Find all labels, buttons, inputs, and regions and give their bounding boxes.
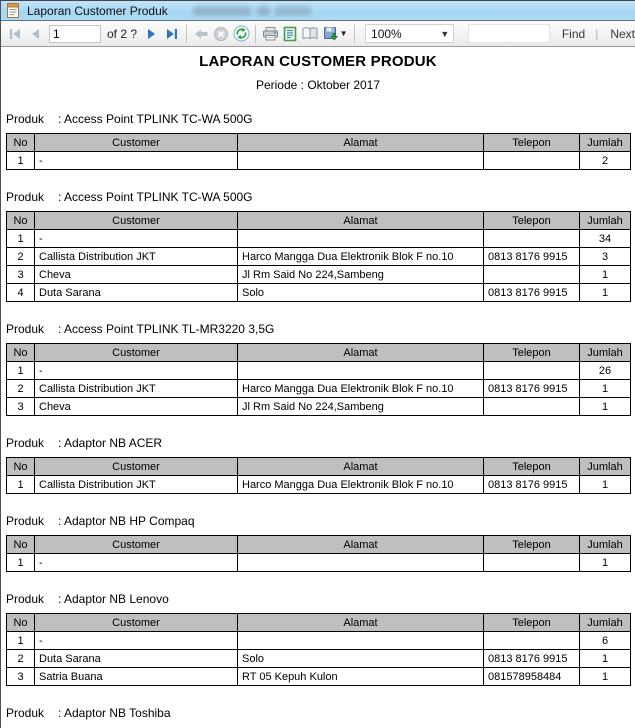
produk-label: Produk	[6, 514, 45, 528]
last-page-icon	[165, 27, 179, 41]
first-page-icon	[8, 27, 22, 41]
table-cell	[484, 230, 580, 248]
table-cell	[484, 152, 580, 170]
window-title: Laporan Customer Produk	[27, 3, 168, 18]
column-header: Customer	[35, 458, 238, 476]
customer-table	[6, 343, 631, 416]
column-header: No	[7, 134, 35, 152]
customer-table	[6, 457, 631, 494]
previous-page-icon	[28, 27, 42, 41]
table-cell: Satria Buana	[35, 668, 238, 686]
table-row	[7, 152, 631, 170]
find-text-input[interactable]	[468, 24, 550, 43]
column-header: Customer	[35, 344, 238, 362]
table-cell: -	[35, 152, 238, 170]
table-cell	[484, 554, 580, 572]
chevron-down-icon: ▼	[440, 28, 450, 39]
table-header-row	[7, 134, 631, 152]
refresh-icon	[233, 25, 250, 42]
page-setup-icon	[301, 26, 319, 41]
table-header-row	[7, 344, 631, 362]
table-cell: -	[35, 362, 238, 380]
titlebar	[1, 0, 635, 21]
table-row	[7, 476, 631, 494]
table-cell: 34	[580, 230, 631, 248]
report-sections	[1, 112, 635, 720]
product-section-heading	[6, 112, 635, 126]
zoom-value: 100%	[371, 26, 402, 41]
table-header-row	[7, 614, 631, 632]
table-row	[7, 554, 631, 572]
column-header: Customer	[35, 212, 238, 230]
table-cell: 3	[580, 248, 631, 266]
page-number-input[interactable]	[49, 25, 101, 43]
table-cell: 1	[7, 476, 35, 494]
product-name: : Adaptor NB Lenovo	[58, 592, 169, 606]
table-cell: Cheva	[35, 266, 238, 284]
customer-table	[6, 211, 631, 302]
table-cell: Callista Distribution JKT	[35, 380, 238, 398]
product-section	[1, 190, 635, 302]
column-header: Customer	[35, 134, 238, 152]
product-section	[1, 322, 635, 416]
table-cell: 2	[7, 248, 35, 266]
table-cell: 3	[7, 668, 35, 686]
table-header-row	[7, 212, 631, 230]
table-cell: 0813 8176 9915	[484, 380, 580, 398]
table-cell: Cheva	[35, 398, 238, 416]
product-section-heading	[6, 190, 635, 204]
print-button[interactable]	[260, 24, 280, 44]
table-cell: 1	[580, 380, 631, 398]
column-header: Alamat	[238, 212, 484, 230]
redacted-text-blur	[193, 6, 251, 16]
table-cell	[484, 266, 580, 284]
table-cell: 1	[7, 362, 35, 380]
report-title: LAPORAN CUSTOMER PRODUK	[199, 53, 437, 70]
print-icon	[262, 26, 279, 42]
table-cell	[238, 554, 484, 572]
table-cell: 1	[7, 230, 35, 248]
table-cell: 3	[7, 266, 35, 284]
column-header: Jumlah	[580, 536, 631, 554]
product-section	[1, 436, 635, 494]
table-row	[7, 380, 631, 398]
product-name: : Adaptor NB HP Compaq	[58, 514, 195, 528]
table-cell: 3	[7, 398, 35, 416]
find-next-separator: |	[595, 26, 599, 41]
find-next-button[interactable]: Next	[610, 26, 635, 41]
previous-page-button[interactable]	[25, 24, 45, 44]
product-section-heading	[6, 706, 635, 720]
table-cell: 2	[7, 650, 35, 668]
product-name: : Adaptor NB ACER	[58, 436, 163, 450]
stop-icon	[213, 26, 229, 42]
zoom-combobox[interactable]	[365, 24, 454, 43]
product-name: : Access Point TPLINK TL-MR3220 3,5G	[58, 322, 275, 336]
column-header: Jumlah	[580, 458, 631, 476]
table-cell: Jl Rm Said No 224,Sambeng	[238, 266, 484, 284]
column-header: Customer	[35, 614, 238, 632]
first-page-button[interactable]	[5, 24, 25, 44]
table-cell: Callista Distribution JKT	[35, 248, 238, 266]
column-header: Telepon	[484, 212, 580, 230]
table-cell: 0813 8176 9915	[484, 650, 580, 668]
produk-label: Produk	[6, 190, 45, 204]
report-period: Periode : Oktober 2017	[255, 78, 381, 92]
product-name: : Access Point TPLINK TC-WA 500G	[58, 190, 253, 204]
table-cell: Harco Mangga Dua Elektronik Blok F no.10	[238, 380, 484, 398]
table-cell	[238, 362, 484, 380]
page-setup-button[interactable]	[300, 24, 320, 44]
product-section	[1, 706, 635, 720]
table-cell	[484, 362, 580, 380]
product-section	[1, 592, 635, 686]
column-header: Jumlah	[580, 344, 631, 362]
table-row	[7, 668, 631, 686]
table-cell: 0813 8176 9915	[484, 248, 580, 266]
toolbar-separator	[186, 25, 187, 43]
product-section-heading	[6, 322, 635, 336]
column-header: Alamat	[238, 536, 484, 554]
table-row	[7, 230, 631, 248]
table-cell: Duta Sarana	[35, 284, 238, 302]
product-section-heading	[6, 592, 635, 606]
table-header-row	[7, 536, 631, 554]
column-header: Jumlah	[580, 212, 631, 230]
produk-label: Produk	[6, 592, 45, 606]
table-cell: Duta Sarana	[35, 650, 238, 668]
table-cell: Solo	[238, 650, 484, 668]
print-layout-icon	[282, 26, 298, 42]
product-section-heading	[6, 514, 635, 528]
table-cell: 1	[580, 668, 631, 686]
product-name: : Adaptor NB Toshiba	[58, 706, 171, 720]
column-header: Jumlah	[580, 614, 631, 632]
back-icon	[194, 27, 209, 41]
table-cell	[484, 398, 580, 416]
table-cell: 1	[580, 476, 631, 494]
table-cell: 081578958484	[484, 668, 580, 686]
page-count-label: of 2 ?	[107, 26, 138, 41]
refresh-button[interactable]	[231, 24, 251, 44]
table-row	[7, 650, 631, 668]
product-section	[1, 112, 635, 170]
table-cell: 1	[580, 554, 631, 572]
last-page-button[interactable]	[162, 24, 182, 44]
toolbar-separator	[354, 25, 355, 43]
table-cell: Jl Rm Said No 224,Sambeng	[238, 398, 484, 416]
table-cell: 1	[580, 284, 631, 302]
print-layout-button[interactable]	[280, 24, 300, 44]
table-cell: Callista Distribution JKT	[35, 476, 238, 494]
produk-label: Produk	[6, 436, 45, 450]
column-header: Alamat	[238, 614, 484, 632]
column-header: No	[7, 536, 35, 554]
column-header: Telepon	[484, 458, 580, 476]
table-cell	[238, 152, 484, 170]
table-cell: -	[35, 632, 238, 650]
table-cell: 1	[7, 632, 35, 650]
product-section	[1, 514, 635, 572]
table-cell: 26	[580, 362, 631, 380]
table-cell: -	[35, 230, 238, 248]
report-app-icon	[6, 3, 21, 18]
table-cell: 0813 8176 9915	[484, 284, 580, 302]
table-cell: 1	[7, 152, 35, 170]
next-page-button[interactable]	[142, 24, 162, 44]
table-cell: 1	[7, 554, 35, 572]
customer-table	[6, 535, 631, 572]
product-name: : Access Point TPLINK TC-WA 500G	[58, 112, 253, 126]
column-header: Alamat	[238, 458, 484, 476]
product-section-heading	[6, 436, 635, 450]
stop-rendering-button[interactable]	[211, 24, 231, 44]
toolbar-separator	[255, 25, 256, 43]
table-cell: 1	[580, 266, 631, 284]
table-row	[7, 266, 631, 284]
column-header: Jumlah	[580, 134, 631, 152]
column-header: No	[7, 614, 35, 632]
redacted-text-blur	[275, 6, 311, 16]
back-to-parent-button[interactable]	[191, 24, 211, 44]
column-header: Telepon	[484, 134, 580, 152]
table-cell: -	[35, 554, 238, 572]
column-header: Alamat	[238, 344, 484, 362]
table-row	[7, 632, 631, 650]
report-canvas	[1, 47, 635, 728]
produk-label: Produk	[6, 322, 45, 336]
export-button[interactable]	[320, 24, 350, 44]
table-row	[7, 398, 631, 416]
column-header: No	[7, 344, 35, 362]
column-header: Telepon	[484, 614, 580, 632]
table-cell: Harco Mangga Dua Elektronik Blok F no.10	[238, 476, 484, 494]
table-row	[7, 284, 631, 302]
redacted-text-blur	[257, 6, 270, 16]
table-cell	[484, 632, 580, 650]
customer-table	[6, 133, 631, 170]
export-icon	[323, 26, 339, 42]
next-page-icon	[145, 27, 159, 41]
find-button[interactable]: Find	[561, 26, 586, 41]
column-header: No	[7, 212, 35, 230]
column-header: Customer	[35, 536, 238, 554]
table-cell: RT 05 Kepuh Kulon	[238, 668, 484, 686]
table-cell: 1	[580, 650, 631, 668]
customer-table	[6, 613, 631, 686]
table-header-row	[7, 458, 631, 476]
table-cell: Solo	[238, 284, 484, 302]
table-cell: Harco Mangga Dua Elektronik Blok F no.10	[238, 248, 484, 266]
table-row	[7, 248, 631, 266]
produk-label: Produk	[6, 706, 45, 720]
table-row	[7, 362, 631, 380]
table-cell	[238, 230, 484, 248]
table-cell	[238, 632, 484, 650]
column-header: Telepon	[484, 536, 580, 554]
export-dropdown-caret: ▼	[339, 29, 348, 38]
table-cell: 2	[7, 380, 35, 398]
column-header: Telepon	[484, 344, 580, 362]
table-cell: 6	[580, 632, 631, 650]
table-cell: 0813 8176 9915	[484, 476, 580, 494]
column-header: No	[7, 458, 35, 476]
report-toolbar	[1, 21, 635, 47]
table-cell: 1	[580, 398, 631, 416]
produk-label: Produk	[6, 112, 45, 126]
table-cell: 4	[7, 284, 35, 302]
table-cell: 2	[580, 152, 631, 170]
column-header: Alamat	[238, 134, 484, 152]
